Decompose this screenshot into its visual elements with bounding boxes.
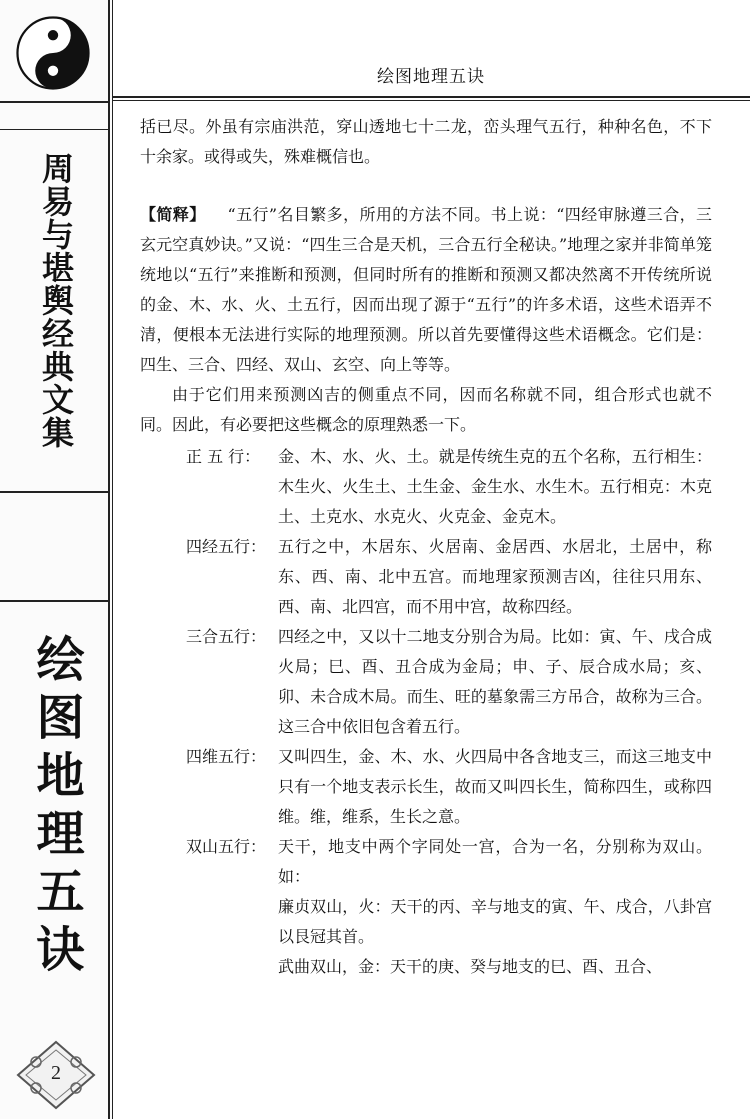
definition-text: 又叫四生，金、木、水、火四局中各含地支三，而这三地支中只有一个地支表示长生，故而又叫四长生，简称四生，或称四维。维，维系，生长之意。	[278, 747, 712, 826]
definition-text: 金、木、水、火、土。就是传统生克的五个名称，五行相生：木生火、火生土、土生金、金生水、水生木。五行相克：木克土、土克水、水克火、火克金、金克木。	[278, 447, 712, 526]
definition-text: 五行之中，木居东、火居南、金居西、水居北，土居中，称东、西、南、北中五宫。而地理家预测吉凶，往往只用东、西、南、北四宫，而不用中宫，故称四经。	[278, 537, 712, 616]
definition-term: 正 五 行：	[186, 447, 261, 466]
header-rule	[112, 100, 750, 101]
sidebar-rule	[108, 0, 110, 1119]
definition-item	[186, 832, 712, 892]
book-title: 绘图地理五诀	[28, 634, 84, 982]
paragraph: 由于它们用来预测凶吉的侧重点不同，因而名称就不同，组合形式也就不同。因此，有必要把这些概念的原理熟悉一下。	[140, 385, 712, 434]
definition-item	[186, 742, 712, 832]
definition-term: 四经五行：	[186, 537, 267, 556]
sidebar-divider	[0, 491, 110, 493]
sidebar-divider	[0, 129, 110, 130]
page-body	[140, 112, 712, 982]
page-number: 2	[51, 1062, 61, 1084]
paragraph: 括已尽。外虽有宗庙洪范，穿山透地七十二龙，峦头理气五行，种种名色，不下十余家。或得或失，殊难概信也。	[140, 117, 712, 166]
definition-text: 四经之中，又以十二地支分别合为局。比如：寅、午、戌合成火局；巳、酉、丑合成为金局；申、子、辰合成水局；亥、卯、未合成木局。而生、旺的墓象需三方吊合，故称为三合。这三合中依旧包含着五行。	[278, 627, 712, 736]
note-text: “五行”名目繁多，所用的方法不同。书上说：“四经审脉遵三合，三玄元空真妙诀。”又说：“四生三合是天机，三合五行全秘诀。”地理之家并非简单笼统地以“五行”来推断和预测，但同时所有的推断和预测又都决然离不开传统所说的金、木、水、火、土五行，因而出现了源于“五行”的许多术语，这些术语弄不清，便根本无法进行实际的地理预测。所以首先要懂得这些术语概念。它们是：四生、三合、四经、双山、玄空、向上等等。	[140, 205, 712, 374]
definition-item	[186, 532, 712, 622]
sidebar-rule	[112, 0, 113, 1119]
definition-item	[186, 622, 712, 742]
sub-paragraph: 廉贞双山，火：天干的丙、辛与地支的寅、午、戌合，八卦宫以艮冠其首。	[278, 897, 712, 946]
sub-paragraph: 武曲双山，金：天干的庚、癸与地支的巳、酉、丑合、	[278, 957, 663, 976]
yin-yang-icon	[16, 16, 90, 90]
sidebar	[0, 0, 112, 1119]
definition-list	[140, 442, 712, 982]
note-label: 【简释】	[140, 205, 206, 224]
series-title: 周易与堪舆经典文集	[37, 152, 75, 449]
running-header: 绘图地理五诀	[377, 67, 485, 87]
header-rule	[112, 96, 750, 98]
definition-term: 双山五行：	[186, 837, 267, 856]
definition-term: 四维五行：	[186, 747, 267, 766]
definition-term: 三合五行：	[186, 627, 267, 646]
definition-item	[186, 442, 712, 532]
note-paragraph	[140, 200, 712, 380]
sidebar-divider	[0, 101, 110, 103]
sidebar-divider	[0, 600, 110, 602]
definition-text: 天干，地支中两个字同处一宫，合为一名，分别称为双山。如：	[278, 837, 712, 886]
